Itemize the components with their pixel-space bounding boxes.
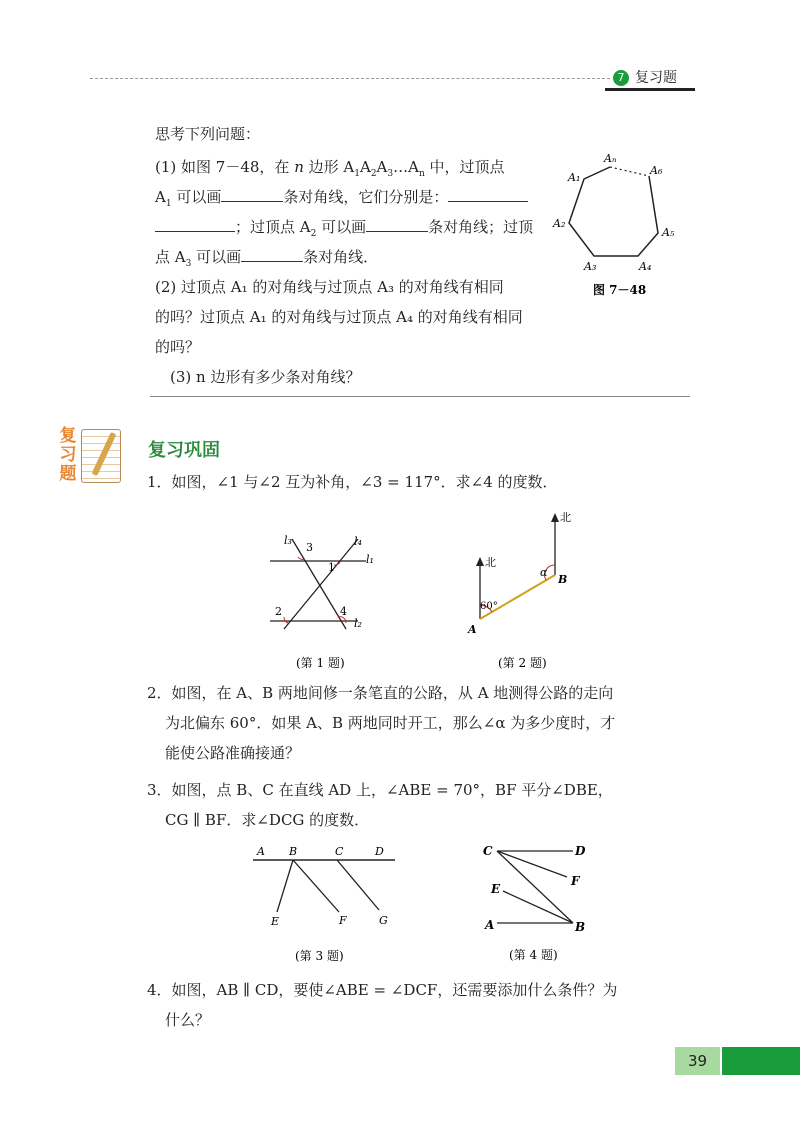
q1-line4: 点 $A_3$ 可以画 条对角线．: [155, 243, 378, 278]
angle-label: 2: [275, 605, 282, 618]
problem-3-line2: CG ∥ BF．求∠DCG 的度数．: [165, 811, 370, 829]
problem-2-line2: 为北偏东 60°．如果 A、B 两地同时开工，那么∠α 为多少度时，才: [165, 714, 616, 732]
label-l3: l₃: [284, 534, 292, 547]
point-label: G: [379, 914, 388, 927]
point-label: A: [485, 918, 495, 932]
answer-blank[interactable]: [241, 245, 303, 262]
vertex-label: A₄: [639, 260, 652, 273]
label-l1: l₁: [366, 553, 374, 566]
segment-be: [277, 860, 293, 912]
point-label: F: [339, 914, 347, 927]
point-label: C: [483, 844, 493, 858]
problem-3-line1: 3．如图，点 B、C 在直线 AD 上，∠ABE = 70°，BF 平分∠DBE，: [147, 781, 613, 799]
problem-2-line1: 2．如图，在 A、B 两地间修一条笔直的公路，从 A 地测得公路的走向: [147, 684, 614, 702]
vertex-label: A₃: [584, 260, 597, 273]
north-label: 北: [560, 511, 571, 524]
header-dashed-line: [90, 78, 610, 79]
chapter-number-badge: 7: [613, 70, 629, 86]
polygon-dotted-edge: [610, 167, 649, 176]
problem-2-line3: 能使公路准确接通？: [165, 744, 301, 762]
q3: (3) n 边形有多少条对角线？: [170, 368, 361, 386]
segment-bf: [293, 860, 339, 912]
review-badge: [55, 425, 127, 487]
label-l2: l₂: [354, 617, 362, 630]
point-label: E: [271, 915, 280, 928]
figure-problem-2: [460, 505, 590, 675]
segment-cf: [497, 851, 567, 877]
problem-4-line2: 什么？: [165, 1011, 211, 1029]
header-bar-underline: [605, 88, 695, 91]
segment-cb: [497, 851, 573, 923]
figure-caption: (第 4 题): [509, 948, 558, 962]
figure-caption: (第 3 题): [295, 949, 344, 963]
label-l4: l₄: [354, 535, 362, 548]
north-arrowhead: [551, 513, 559, 522]
figure-caption: (第 1 题): [296, 656, 345, 670]
answer-blank[interactable]: [366, 215, 428, 232]
point-label: D: [375, 845, 384, 858]
point-label: B: [289, 845, 298, 858]
point-label: B: [575, 920, 586, 934]
page-footer-bar: [722, 1047, 800, 1075]
badge-text: 复 习 题: [59, 426, 77, 484]
think-intro: 思考下列问题：: [155, 125, 261, 143]
vertex-label: A₂: [553, 217, 566, 230]
q2-line1: (2) 过顶点 A₁ 的对角线与过顶点 A₃ 的对角线有相同: [155, 278, 504, 296]
q2-line2: 的吗？过顶点 A₁ 的对角线与过顶点 A₄ 的对角线有相同: [155, 308, 523, 326]
problem-4-line1: 4．如图，AB ∥ CD，要使∠ABE = ∠DCF，还需要添加什么条件？为: [147, 981, 618, 999]
figure-caption: (第 2 题): [498, 656, 547, 670]
answer-blank[interactable]: [221, 185, 283, 202]
section-title: 复习巩固: [148, 440, 220, 461]
angle-label: 3: [306, 541, 313, 554]
figure-problem-3: [245, 840, 415, 970]
point-label: C: [335, 845, 344, 858]
q2-line3: 的吗？: [155, 338, 201, 356]
problem-1: 1．如图，∠1 与∠2 互为补角，∠3 = 117°．求∠4 的度数．: [147, 473, 558, 491]
answer-blank[interactable]: [155, 215, 235, 232]
figure-caption: 图 7－48: [593, 283, 647, 297]
north-label: 北: [485, 556, 496, 569]
road-segment: [480, 575, 555, 619]
vertex-label: A₆: [650, 164, 663, 177]
page-number-box: 39: [675, 1047, 720, 1075]
line-l3: [292, 539, 346, 629]
header-bar: [605, 68, 695, 90]
segment-cg: [337, 860, 379, 910]
north-arrowhead: [476, 557, 484, 566]
q1-line3: ；过顶点 $A_2$ 可以画 条对角线；过顶: [155, 213, 533, 248]
angle-label: 4: [340, 605, 347, 618]
point-label: A: [257, 845, 265, 858]
segment-eb: [503, 891, 573, 923]
vertex-label: A₅: [662, 226, 675, 239]
angle-label: α: [540, 566, 548, 579]
q1-line1: (1) 如图 7－48，在 n 边形 $A_1A_2A_3\dots A_n$ 中，过顶点: [155, 158, 505, 179]
angle-label: 60°: [480, 601, 498, 612]
q1-line2: $A_1$ 可以画 条对角线，它们分别是：: [155, 183, 528, 218]
point-label: D: [575, 844, 586, 858]
point-label: E: [491, 882, 501, 896]
chapter-title: 复习题: [635, 70, 677, 86]
point-label: A: [468, 623, 477, 636]
figure-7-48: [548, 150, 688, 300]
figure-problem-1: [258, 525, 388, 675]
polygon-solid-edges: [569, 167, 658, 256]
point-label: F: [571, 874, 580, 888]
angle-mark: [284, 617, 288, 623]
section-divider: [150, 396, 690, 397]
answer-blank[interactable]: [448, 185, 528, 202]
point-label: B: [558, 573, 568, 586]
figure-problem-4: [475, 835, 605, 970]
vertex-label: A₁: [568, 171, 581, 184]
vertex-label: Aₙ: [604, 152, 617, 165]
angle-label: 1: [328, 561, 335, 574]
